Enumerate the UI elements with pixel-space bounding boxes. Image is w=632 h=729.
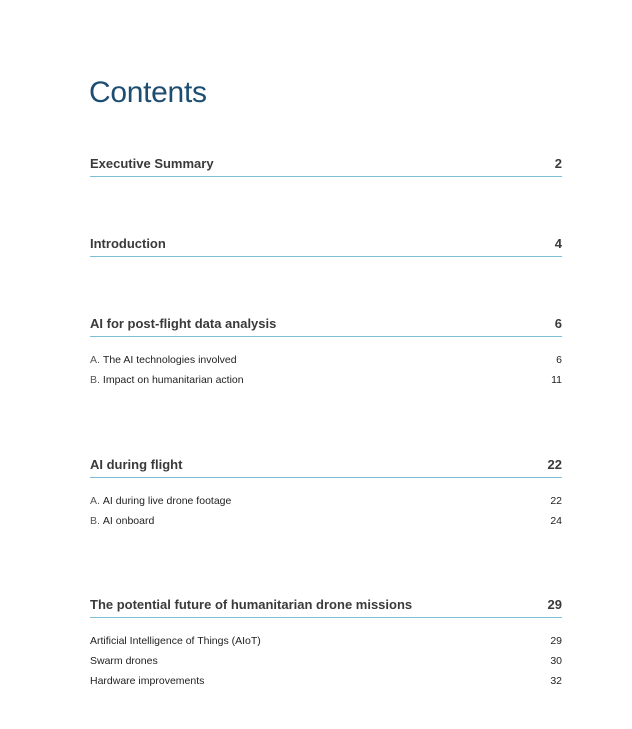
toc-subsection-label: Swarm drones (90, 655, 158, 667)
toc-subsection-page: 22 (550, 495, 562, 507)
toc-subsection-letter: B. (90, 374, 100, 386)
toc-subsection-list (90, 494, 562, 534)
toc-subsection-letter: A. (90, 495, 100, 507)
page-title: Contents (89, 76, 207, 109)
toc-subsection-item[interactable] (90, 674, 562, 694)
toc-subsection-item[interactable] (90, 634, 562, 654)
toc-subsection-page: 24 (550, 515, 562, 527)
toc-section-page: 2 (554, 156, 562, 171)
toc-subsection-list (90, 353, 562, 393)
toc-section-page: 4 (554, 236, 562, 251)
toc-section-page: 6 (554, 316, 562, 331)
toc-subsection-page: 30 (550, 655, 562, 667)
toc-subsection-label: AI onboard (102, 515, 155, 527)
toc-section-title: Executive Summary (90, 156, 214, 171)
toc-subsection-page: 32 (550, 675, 562, 687)
toc-subsection-item[interactable] (90, 514, 562, 534)
toc-section-heading[interactable] (90, 597, 562, 618)
toc-subsection-label: Impact on humanitarian action (102, 374, 244, 386)
toc-subsection-item[interactable] (90, 494, 562, 514)
toc-subsection-label: The AI technologies involved (102, 354, 237, 366)
toc-subsection-item[interactable] (90, 353, 562, 373)
toc-subsection-letter: A. (90, 354, 100, 366)
toc-subsection-label: Hardware improvements (90, 675, 205, 687)
toc-section-title: The potential future of humanitarian drone missions (90, 597, 413, 612)
toc-section-title: AI for post-flight data analysis (90, 316, 277, 331)
toc-subsection-item[interactable] (90, 373, 562, 393)
toc-section-title: Introduction (90, 236, 166, 251)
toc-subsection-page: 29 (550, 635, 562, 647)
toc-subsection-page: 11 (551, 374, 562, 386)
toc-section-during-flight[interactable] (90, 457, 562, 534)
toc-subsection-label: Artificial Intelligence of Things (AIoT) (90, 635, 261, 647)
toc-section-page: 22 (547, 457, 562, 472)
toc-section-heading[interactable] (90, 236, 562, 257)
toc-subsection-page: 6 (556, 354, 562, 366)
toc-section-title: AI during flight (90, 457, 183, 472)
toc-subsection-item[interactable] (90, 654, 562, 674)
toc-section-heading[interactable] (90, 457, 562, 478)
toc-section-heading[interactable] (90, 316, 562, 337)
toc-subsection-list (90, 634, 562, 694)
toc-subsection-label: AI during live drone footage (102, 495, 232, 507)
toc-section-future-missions[interactable] (90, 597, 562, 694)
toc-subsection-letter: B. (90, 515, 100, 527)
toc-section-post-flight[interactable] (90, 316, 562, 393)
toc-section-page: 29 (547, 597, 562, 612)
toc-section-executive-summary[interactable] (90, 156, 562, 177)
toc-section-heading[interactable] (90, 156, 562, 177)
toc-section-introduction[interactable] (90, 236, 562, 257)
